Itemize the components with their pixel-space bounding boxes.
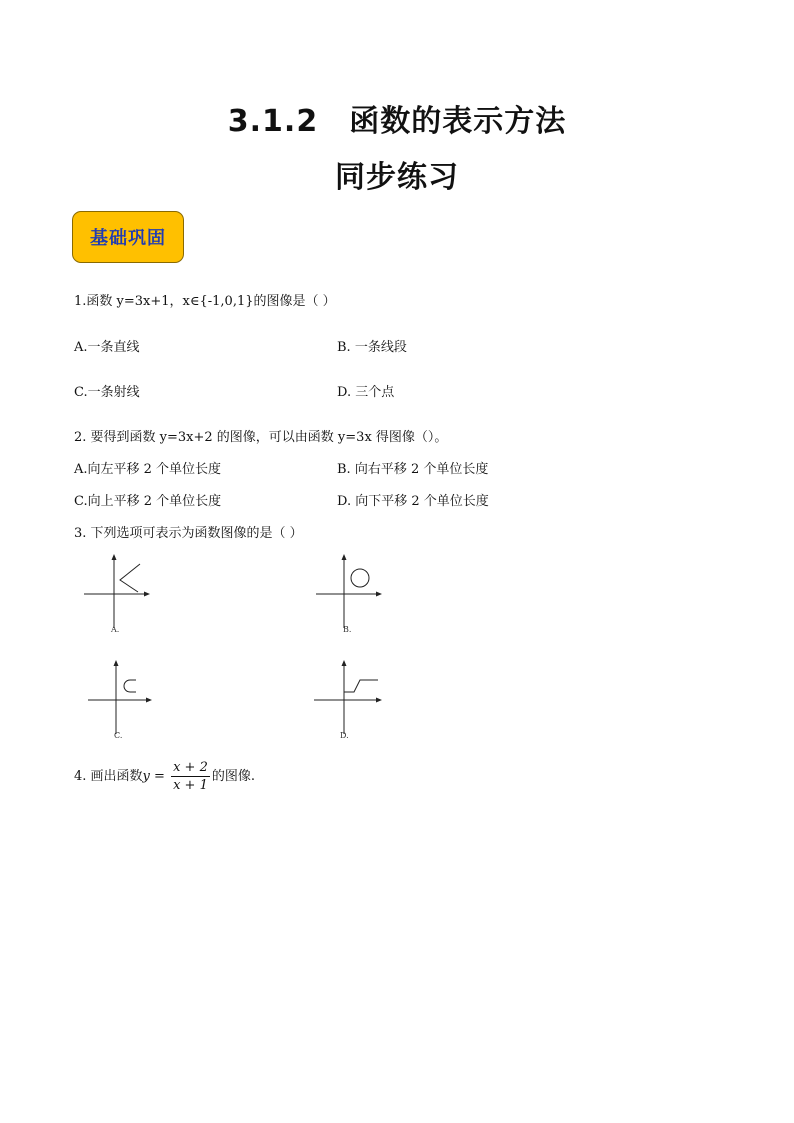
question-2-option-c: C.向上平移 2 个单位长度 [74, 494, 222, 509]
page-subtitle: 同步练习 [335, 160, 459, 195]
page-title: 3.1.2 函数的表示方法 [227, 104, 567, 139]
question-1-option-b: B. 一条线段 [337, 340, 407, 355]
graph-d-label: D. [340, 731, 349, 740]
question-4 [74, 760, 255, 793]
question-2-option-a: A.向左平移 2 个单位长度 [74, 462, 222, 477]
graph-b-label: B. [343, 625, 352, 634]
graph-c-label: C. [114, 731, 123, 740]
question-4-prefix: 4. 画出函数 [74, 769, 143, 784]
graph-d [310, 656, 390, 744]
question-2-option-d: D. 向下平移 2 个单位长度 [337, 494, 489, 509]
fraction-numerator: x + 2 [173, 760, 208, 775]
section-badge: 基础巩固 [72, 211, 184, 263]
question-1-option-a: A.一条直线 [74, 340, 140, 355]
graph-a-label: A. [111, 625, 120, 634]
question-4-eq: = [149, 769, 170, 784]
question-1-stem: 1.函数 y=3x+1，x∈{-1,0,1}的图像是（ ） [74, 294, 336, 309]
graph-a [80, 550, 160, 638]
fraction-denominator: x + 1 [173, 778, 208, 793]
graph-c [84, 656, 164, 744]
question-2-stem: 2. 要得到函数 y=3x+2 的图像，可以由函数 y=3x 得图像（）。 [74, 430, 448, 445]
question-1-option-c: C.一条射线 [74, 385, 140, 400]
question-4-suffix: 的图像. [211, 769, 255, 784]
question-4-y: y [142, 769, 150, 784]
question-3-stem: 3. 下列选项可表示为函数图像的是（ ） [74, 526, 303, 541]
question-4-fraction [171, 760, 210, 793]
graph-b [310, 550, 390, 638]
question-1-option-d: D. 三个点 [337, 385, 395, 400]
question-2-option-b: B. 向右平移 2 个单位长度 [337, 462, 489, 477]
